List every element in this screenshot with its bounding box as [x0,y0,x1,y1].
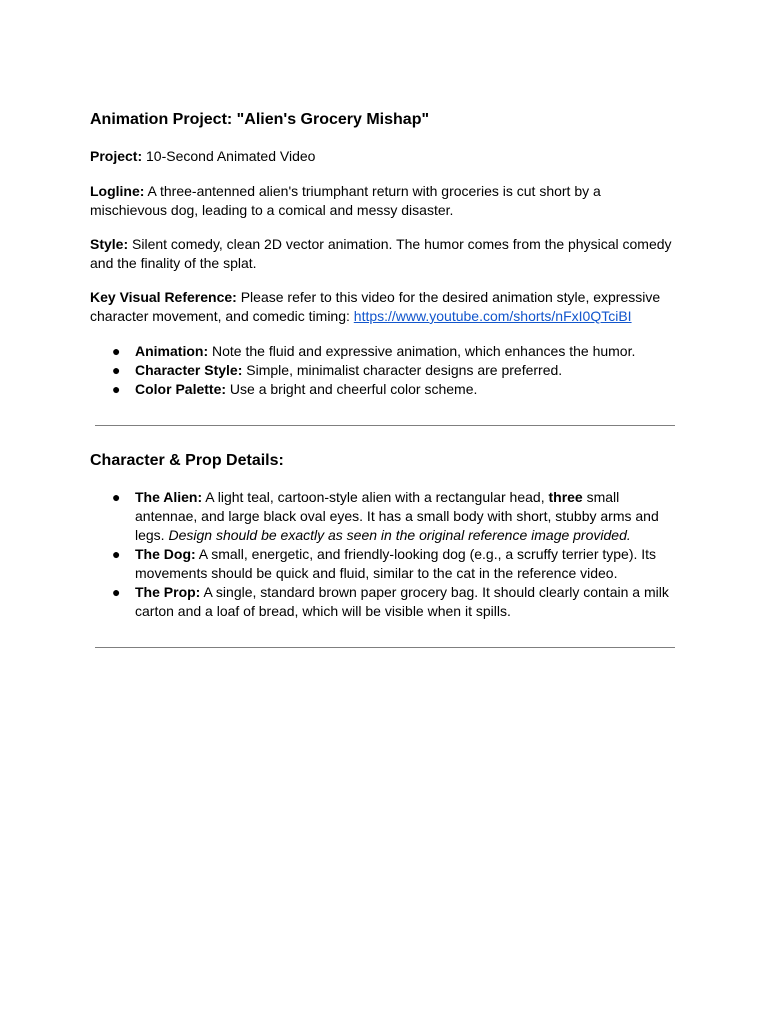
alien-label: The Alien: [135,489,203,505]
project-label: Project: [90,148,143,164]
project-line [90,147,680,166]
style-paragraph [90,235,680,273]
alien-bold-word: three [548,489,583,505]
list-item [90,545,680,583]
key-visual-text: Please refer to this video for the desired animation style, expressive character movement, and comedic timing: [90,289,661,324]
bullet-icon: ● [112,381,121,397]
bullet-icon: ● [112,489,121,505]
style-text: Silent comedy, clean 2D vector animation. The humor comes from the physical comedy and the finality of the splat. [90,236,672,271]
horizontal-divider [95,647,675,648]
bullet-icon: ● [112,584,121,600]
key-visual-label: Key Visual Reference: [90,289,237,305]
bullet-text: Note the fluid and expressive animation, which enhances the humor. [208,343,636,359]
list-item [90,488,680,545]
bullet-icon: ● [112,362,121,378]
horizontal-divider [95,425,675,426]
list-item [90,361,680,380]
dog-label: The Dog: [135,546,196,562]
bullet-label: Animation: [135,343,209,359]
section-heading-characters: Character & Prop Details: [90,452,284,469]
bullet-label: Character Style: [135,362,243,378]
logline-paragraph [90,182,680,220]
prop-label: The Prop: [135,584,201,600]
list-item [90,342,680,361]
style-label: Style: [90,236,129,252]
document-title: Animation Project: "Alien's Grocery Mishap" [90,111,430,128]
logline-label: Logline: [90,183,145,199]
key-visual-paragraph [90,288,680,326]
prop-text: A single, standard brown paper grocery bag. It should clearly contain a milk carton and a loaf of bread, which will be visible when it spills. [135,584,669,619]
bullet-text: Simple, minimalist character designs are preferred. [242,362,563,378]
bullet-icon: ● [112,546,121,562]
style-bullet-list [90,342,680,399]
list-item [90,583,680,621]
bullet-text: Use a bright and cheerful color scheme. [226,381,478,397]
logline-text: A three-antenned alien's triumphant return with groceries is cut short by a mischievous dog, leading to a comical and messy disaster. [90,183,601,218]
alien-design-note: Design should be exactly as seen in the original reference image provided. [168,527,631,543]
dog-text: A small, energetic, and friendly-looking dog (e.g., a scruffy terrier type). Its movements should be quick and fluid, similar to the cat in the reference video. [135,546,657,581]
bullet-icon: ● [112,343,121,359]
alien-text: A light teal, cartoon-style alien with a rectangular head, [202,489,549,505]
list-item [90,380,680,399]
project-value: 10-Second Animated Video [142,148,316,164]
bullet-label: Color Palette: [135,381,227,397]
alien-text-continued: small antennae, and large black oval eyes. It has a small body with short, stubby arms and legs. [135,489,659,543]
character-bullet-list [90,488,680,621]
reference-video-link[interactable]: https://www.youtube.com/shorts/nFxI0QTciBI [353,308,632,324]
